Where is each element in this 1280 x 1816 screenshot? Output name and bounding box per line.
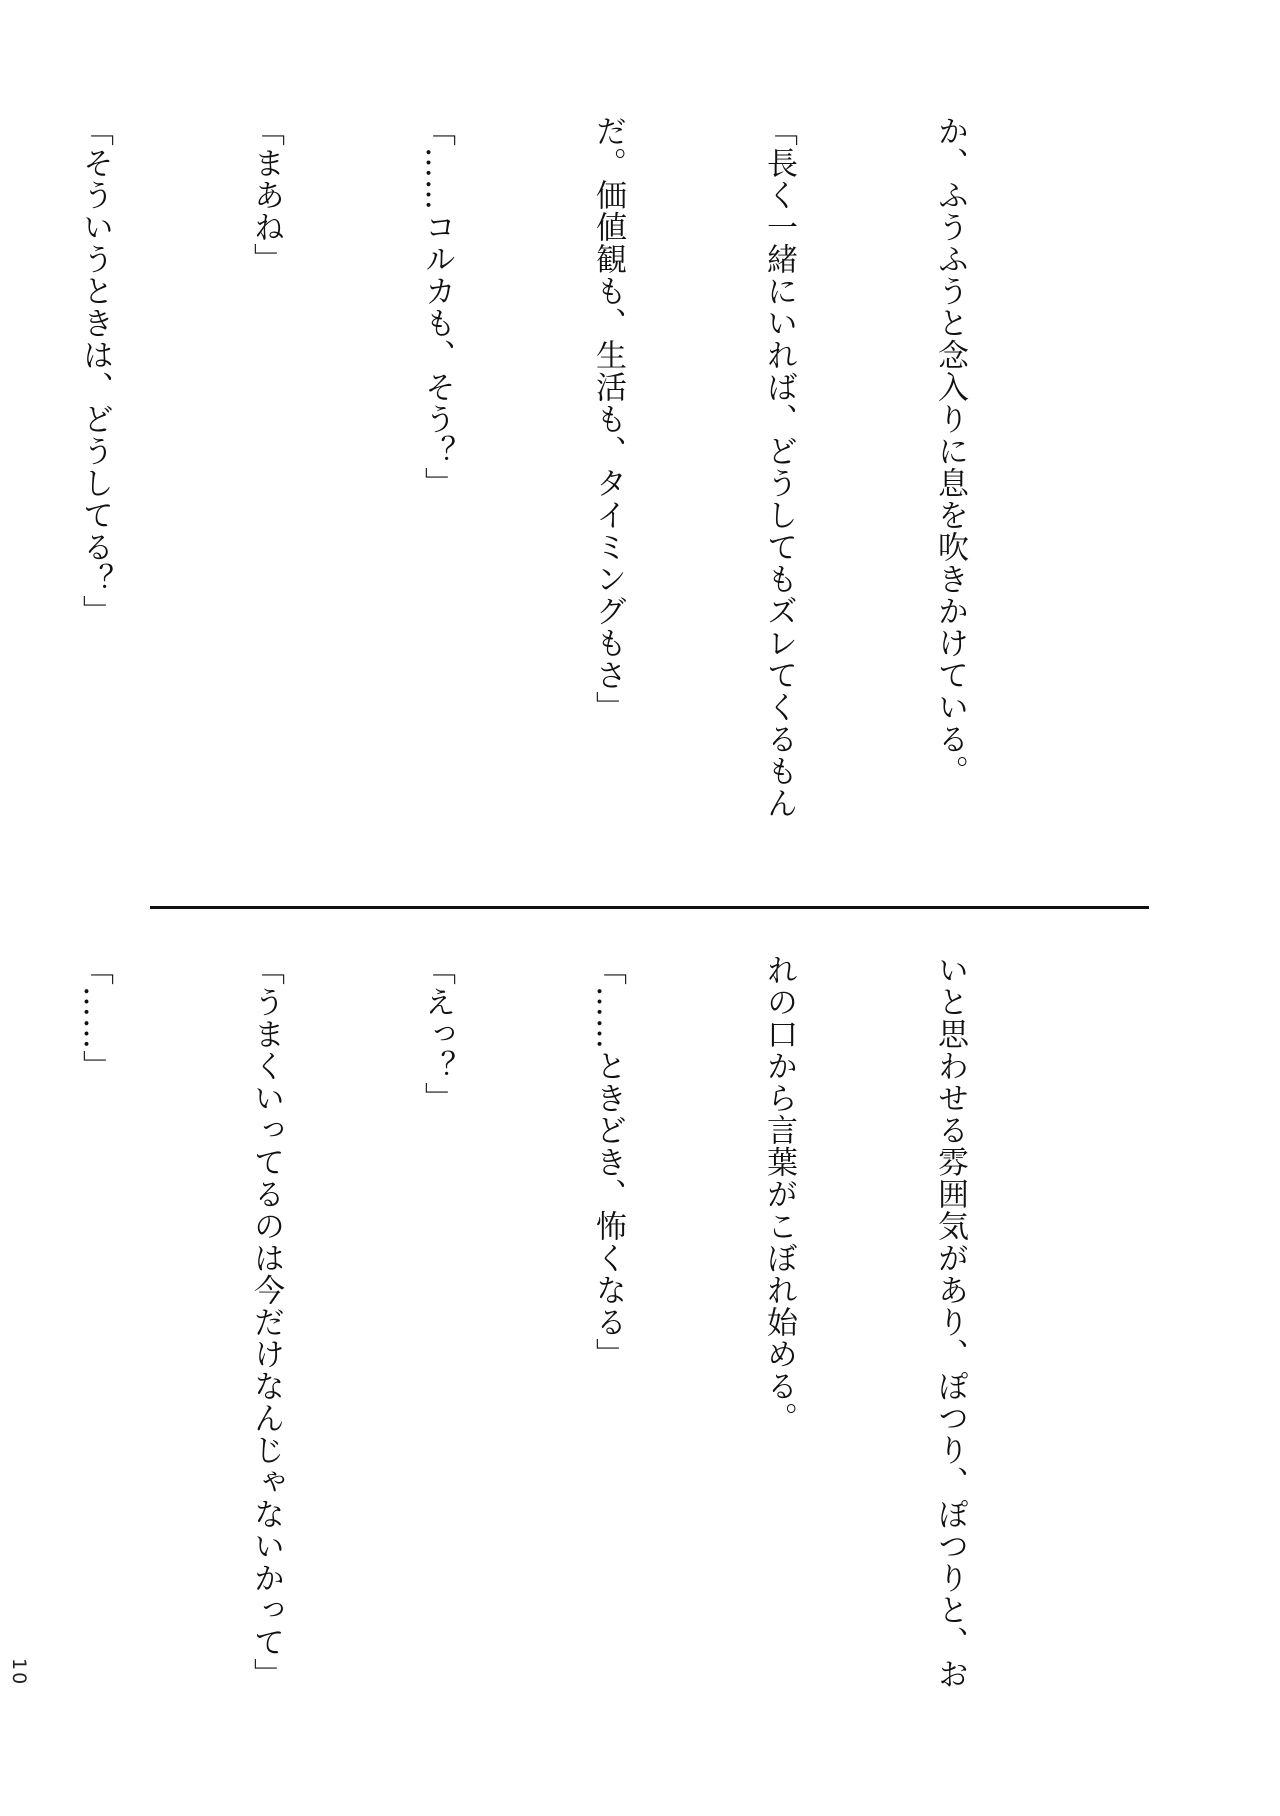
- text-column: 「まあね」: [248, 115, 284, 275]
- top-text-block: [0, 115, 1092, 875]
- page-number: 10: [8, 1658, 30, 1687]
- text-column: 「……ときどき、怖くなる」: [590, 954, 626, 1370]
- text-column: 「……」: [77, 954, 113, 1082]
- text-column: だ。価値観も、生活も、タイミングもさ」: [590, 115, 626, 723]
- text-column: 「うまくいってるのは今だけなんじゃないかって」: [248, 954, 284, 1690]
- text-column: 「そういうときは、どうしてる？」: [77, 115, 113, 627]
- text-column: れの口から言葉がこぼれ始める。: [761, 954, 797, 1434]
- text-column: 「……コルカも、そう？」: [419, 115, 455, 499]
- section-divider: [150, 906, 1149, 909]
- text-column: いと思わせる雰囲気があり、ぽつり、ぽつりと、お: [932, 954, 968, 1690]
- text-column: 「長く一緒にいれば、どうしてもズレてくるもん: [761, 115, 797, 819]
- text-column: か、ふうふうと念入りに息を吹きかけている。: [932, 115, 968, 787]
- text-column: 「えっ？」: [419, 954, 455, 1114]
- bottom-text-block: [0, 954, 1092, 1714]
